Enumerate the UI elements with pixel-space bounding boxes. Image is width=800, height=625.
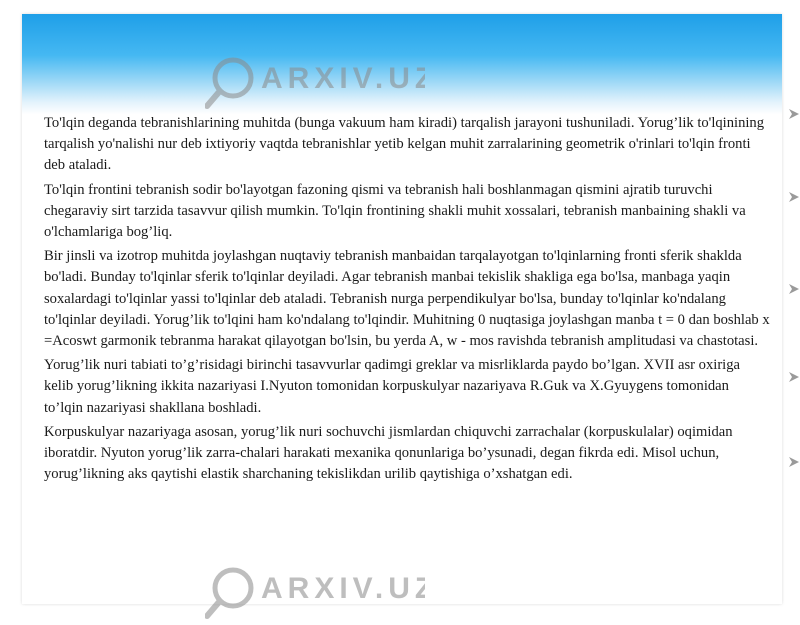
paragraph: To'lqin deganda tebranishlarining muhitda (bunga vakuum ham kiradi) tarqalish jarayoni tushuniladi. Yorug’lik to'lqinining tarqalish yo'nalishi nur deb ixtiyoriy vaqtda tebranishlar yetib kelgan muhit zarralarining geometrik o'rinlari to'lqin fronti deb ataladi. — [44, 115, 765, 174]
watermark-text: ARXIV.UZ — [261, 62, 425, 95]
pin-icon — [788, 455, 800, 467]
paragraph: Yorug’lik nuri tabiati to’g’risidagi birinchi tasavvurlar qadimgi greklar va misrliklarda paydo bo’lgan. XVII asr oxiriga kelib yorug’likning ikkita nazariyasi I.Nyuton tomonidan korpuskulyar nazariyava R.Guk va X.Gyuygens tomonidan to’lqin nazariyasi shakllana boshladi. — [44, 357, 741, 416]
watermark-logo-bottom — [205, 560, 425, 620]
paragraph: Bir jinsli va izotrop muhitda joylashgan nuqtaviy tebranish manbaidan tarqalayotgan to'lqinlarning fronti sferik shaklda bo'ladi. Bunday to'lqinlar sferik to'lqinlar deyiladi. Agar tebranish manbai tekislik shakliga ega bo'lsa, manbaga yaqin soxalardagi to'lqinlar yassi to'lqinlar deb ataladi. Tebranish nurga perpendikulyar bo'lsa, bunday to'lqinlar ko'ndalang to'lqinlar deyiladi. Yorug’lik to'lqini ham ko'ndalang to'lqindir. Muhitning 0 nuqtasiga joylashgan manba t = 0 dan boshlab x =Acoswt garmonik tebranma harakat qilayotgan bo'lsin, bu yerda A, w - mos ravishda tebranish amplitudasi va chastotasi. — [44, 248, 770, 350]
pin-icon — [788, 190, 800, 202]
body-text — [44, 113, 770, 488]
pin-icon — [788, 107, 800, 119]
paragraph: To'lqin frontini tebranish sodir bo'layotgan fazoning qismi va tebranish hali boshlanmagan qismini ajratib turuvchi chegaraviy sirt tarzida tasavvur qilish mumkin. To'lqin frontining shakli muhit xossalari, tebranish manbaining shakli va o'lchamlariga bog’liq. — [44, 181, 746, 241]
pin-icon — [788, 282, 800, 294]
watermark-logo-top — [205, 50, 425, 110]
watermark-text: ARXIV.UZ — [261, 572, 425, 605]
paragraph: Korpuskulyar nazariyaga asosan, yorug’lik nuri sochuvchi jismlardan chiquvchi zarrachalar (korpuskulalar) oqimidan iboratdir. Nyuton yorug’lik zarra-chalari harakati mexanika qonunlariga bo’ysunadi, degan fikrda edi. Misol uchun, yorug’likning aks qaytishi elastik sharchaning tekislikdan urilib qaytishiga o’xshatgan edi. — [44, 423, 733, 483]
pin-icon — [788, 370, 800, 382]
